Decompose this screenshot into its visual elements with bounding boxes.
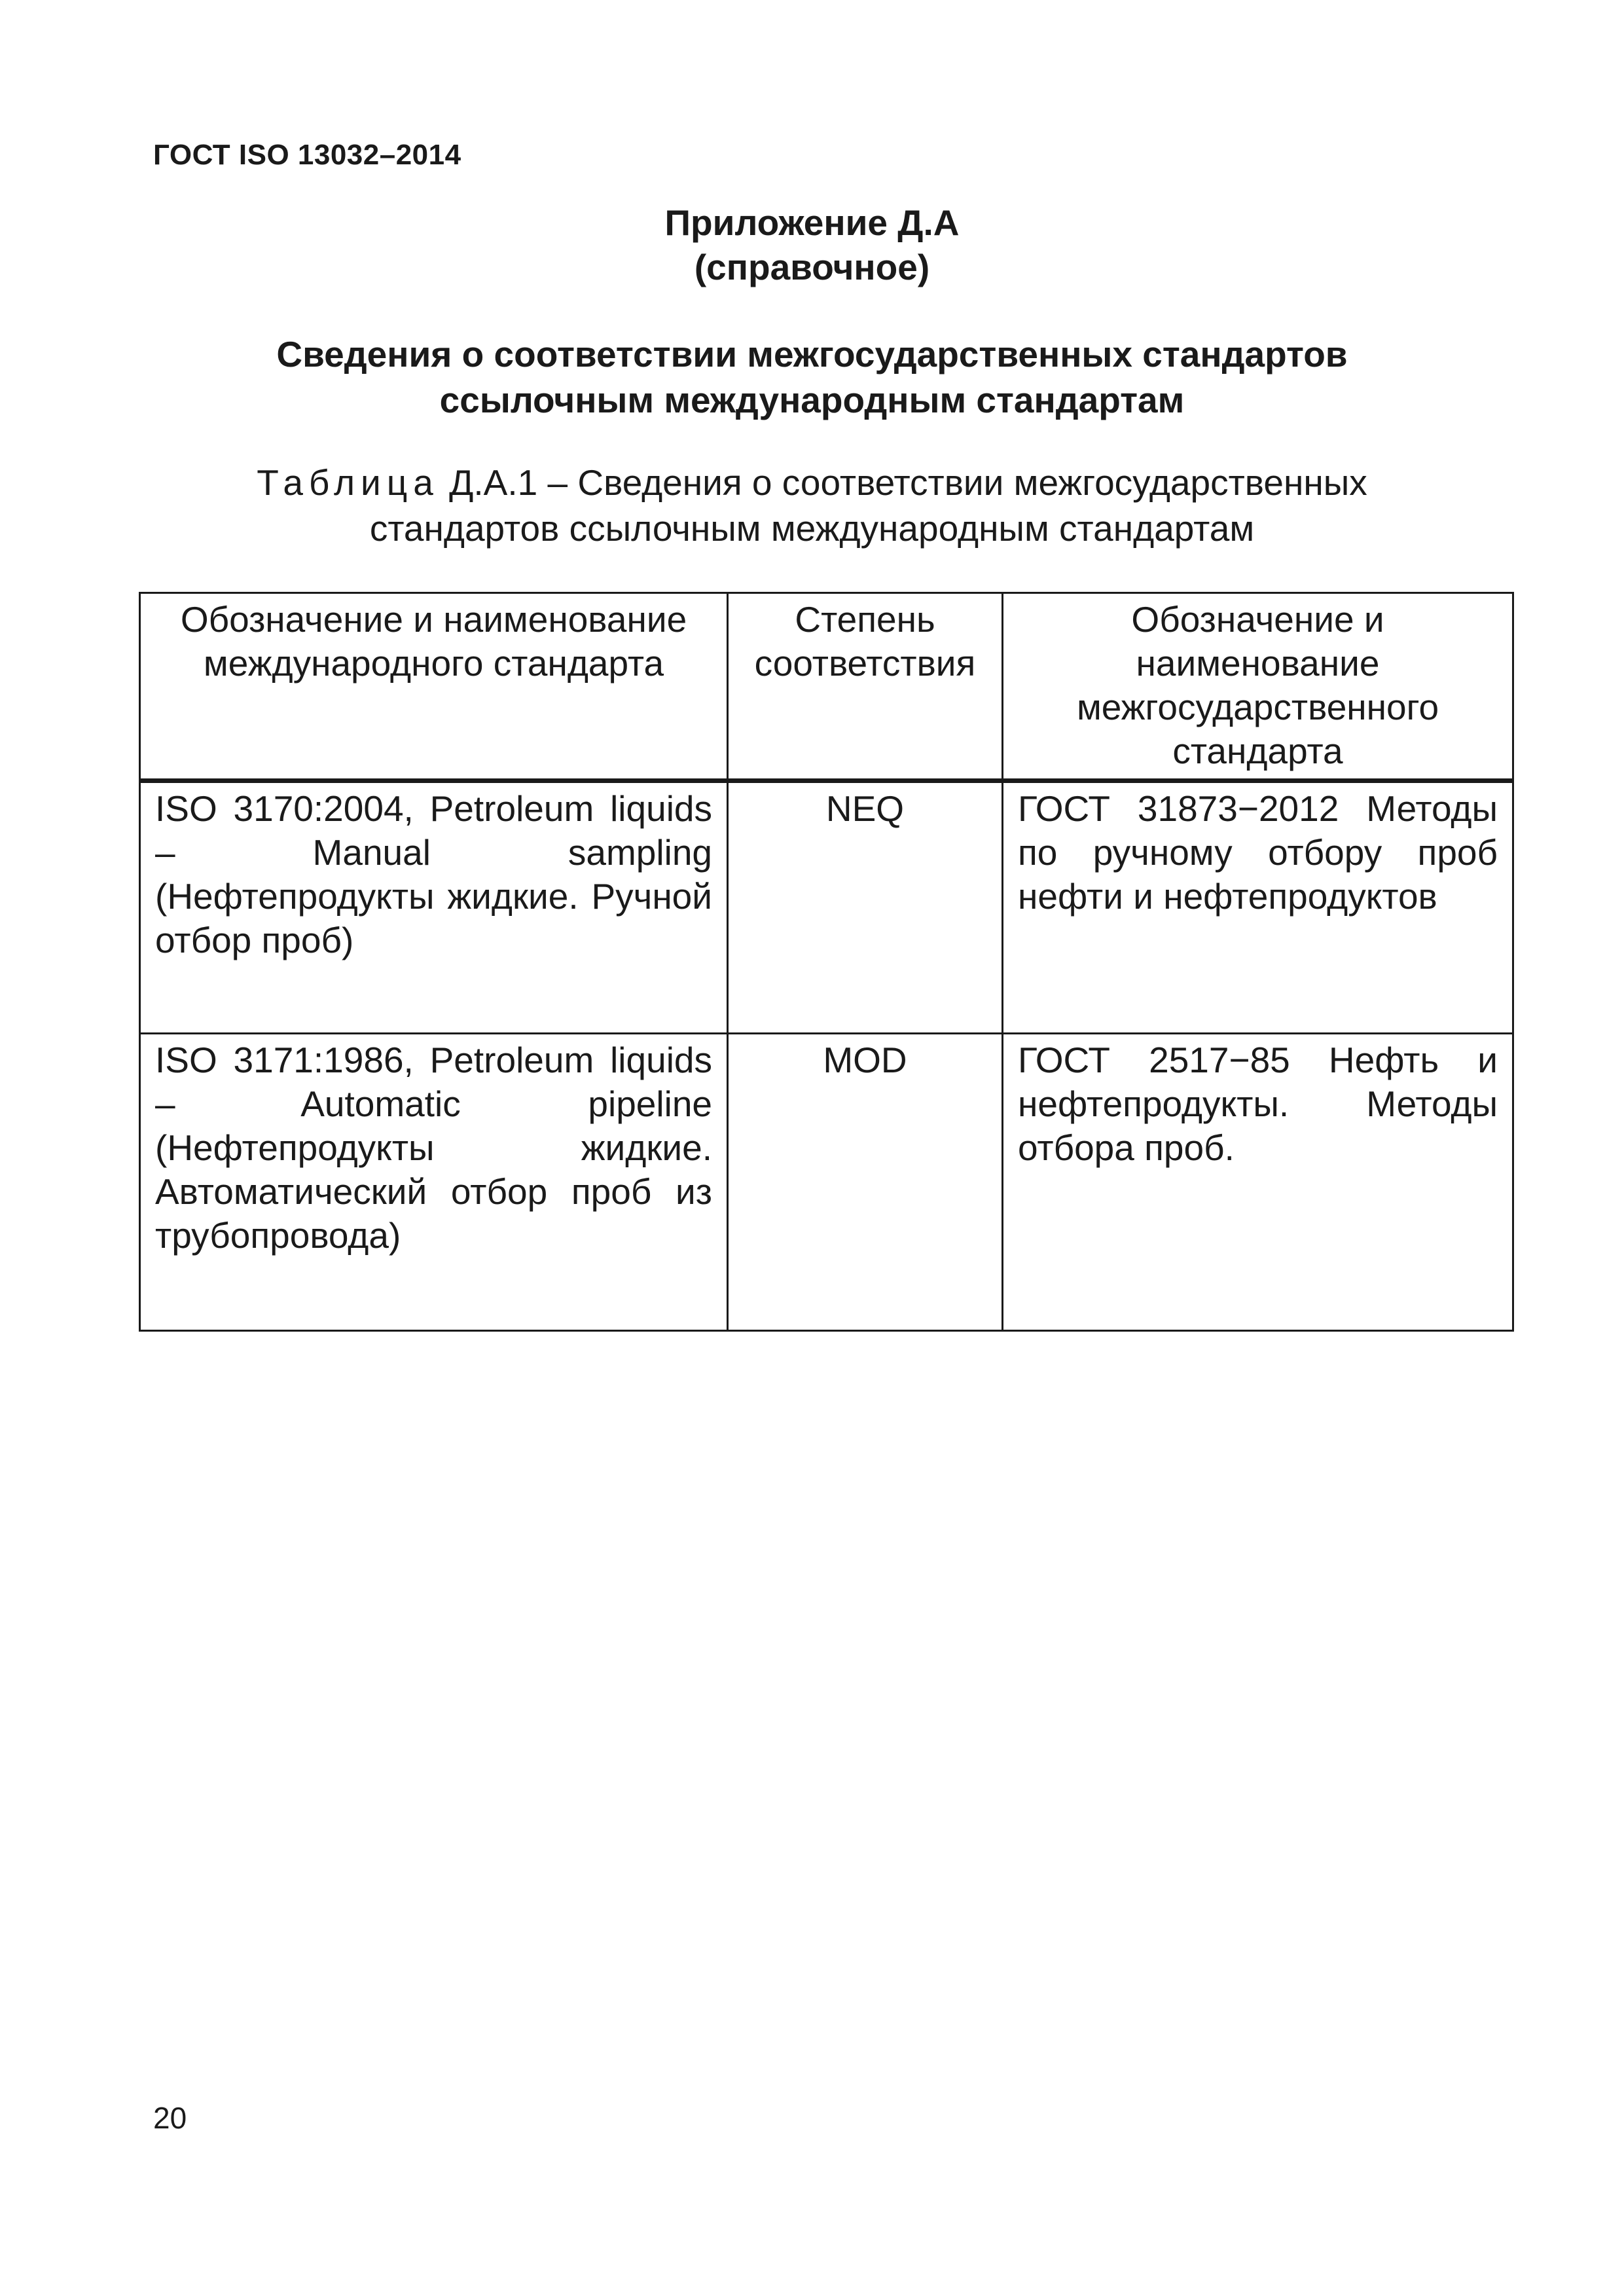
- annex-type-line: (справочное): [694, 247, 930, 287]
- section-heading: [0, 331, 1624, 423]
- header-degree-of-correspondence: Степень соответствия: [728, 593, 1003, 781]
- standards-correspondence-table: [139, 592, 1514, 1332]
- section-heading-line2: ссылочным международным стандартам: [439, 380, 1185, 420]
- table-caption-text: Д.А.1 – Сведения о соответствии межгосударственных: [439, 462, 1367, 503]
- table-row: [140, 781, 1513, 1034]
- table-caption: [0, 460, 1624, 551]
- table-caption-line2: стандартов ссылочным международным стандартам: [369, 508, 1255, 549]
- annex-title-line: Приложение Д.А: [664, 202, 960, 243]
- section-heading-line1: Сведения о соответствии межгосударственных стандартов: [276, 334, 1348, 374]
- table-caption-label: Таблица: [257, 462, 439, 503]
- table-caption-line1: [0, 460, 1624, 505]
- cell-international-standard: ISO 3171:1986, Petroleum liquids – Automatic pipeline (Нефтепродукты жидкие. Автоматический отбор проб из трубопровода): [140, 1034, 728, 1331]
- table-row: [140, 1034, 1513, 1331]
- cell-degree: MOD: [728, 1034, 1003, 1331]
- cell-interstate-standard: ГОСТ 2517−85 Нефть и нефтепродукты. Методы отбора проб.: [1003, 1034, 1513, 1331]
- annex-title: [0, 200, 1624, 289]
- cell-degree: NEQ: [728, 781, 1003, 1034]
- document-code: ГОСТ ISO 13032–2014: [153, 139, 461, 171]
- header-international-standard: Обозначение и наименование международного стандарта: [140, 593, 728, 781]
- header-interstate-standard: Обозначение и наименование межгосударственного стандарта: [1003, 593, 1513, 781]
- page-number: 20: [153, 2101, 187, 2135]
- cell-interstate-standard: ГОСТ 31873−2012 Методы по ручному отбору проб нефти и нефтепродуктов: [1003, 781, 1513, 1034]
- cell-international-standard: ISO 3170:2004, Petroleum liquids – Manual sampling (Нефтепродукты жидкие. Ручной отбор проб): [140, 781, 728, 1034]
- table-header-row: [140, 593, 1513, 781]
